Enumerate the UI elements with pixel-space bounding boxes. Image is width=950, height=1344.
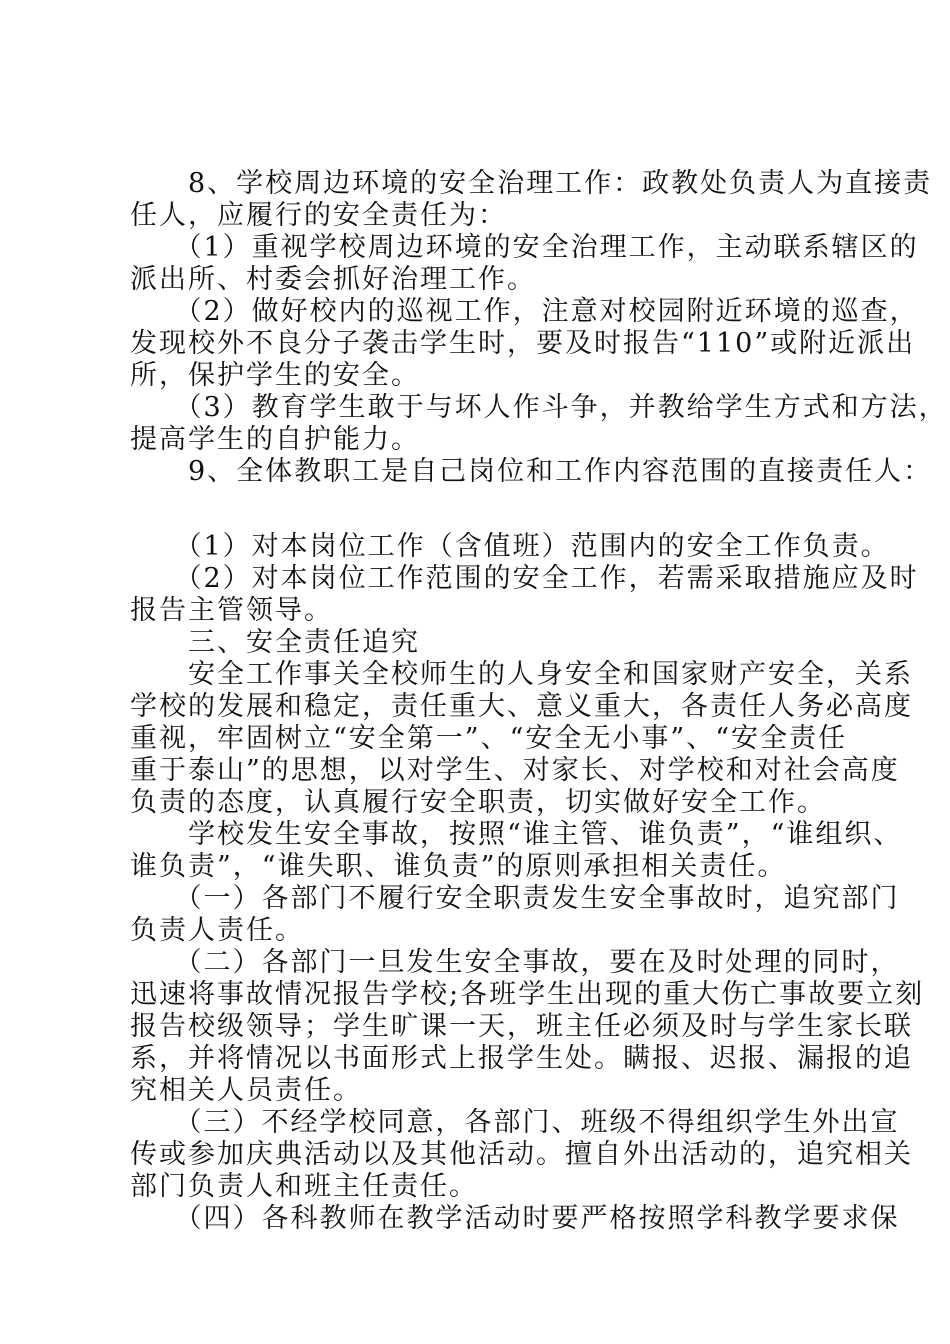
item-9-2-line-2: 报告主管领导。 — [130, 595, 333, 626]
item-9-1-line-1: （1）对本岗位工作（含值班）范围内的安全工作负责。 — [130, 531, 890, 562]
item-8-2-line-1: （2）做好校内的巡视工作，注意对校园附近环境的巡查， — [130, 296, 919, 327]
section-3-para-1-line-3: 重视，牢固树立“安全第一”、“安全无小事”、“安全责任 — [130, 723, 848, 754]
item-c-line-1: （三）不经学校同意，各部门、班级不得组织学生外出宣 — [130, 1107, 900, 1138]
section-3-para-1-line-5: 负责的态度，认真履行安全职责，切实做好安全工作。 — [130, 787, 826, 818]
document-body — [130, 168, 948, 1235]
item-8-3-line-2: 提高学生的自护能力。 — [130, 424, 420, 455]
item-c-line-2: 传或参加庆典活动以及其他活动。擅自外出活动的，追究相关 — [130, 1139, 913, 1170]
item-b-line-4: 系，并将情况以书面形式上报学生处。瞒报、迟报、漏报的追 — [130, 1043, 913, 1074]
section-3-para-2-line-2: 谁负责”，“谁失职、谁负责”的原则承担相关责任。 — [130, 851, 787, 882]
item-9-2-line-1: （2）对本岗位工作范围的安全工作，若需采取措施应及时 — [130, 563, 919, 594]
paragraph-spacer — [130, 488, 840, 531]
item-8-3-line-1: （3）教育学生敢于与坏人作斗争，并教给学生方式和方法， — [130, 392, 948, 423]
item-b-line-2: 迅速将事故情况报告学校;各班学生出现的重大伤亡事故要立刻 — [130, 979, 925, 1010]
item-8-1-line-2: 派出所、村委会抓好治理工作。 — [130, 264, 536, 295]
paragraph-8-line-1: 8、学校周边环境的安全治理工作：政教处负责人为直接责 — [130, 168, 933, 199]
item-c-line-3: 部门负责人和班主任责任。 — [130, 1171, 478, 1202]
item-a-line-1: （一）各部门不履行安全职责发生安全事故时，追究部门 — [130, 883, 900, 914]
item-d-line-1: （四）各科教师在教学活动时要严格按照学科教学要求保 — [130, 1203, 900, 1234]
item-8-2-line-3: 所，保护学生的安全。 — [130, 360, 420, 391]
section-3-para-1-line-1: 安全工作事关全校师生的人身安全和国家财产安全，关系 — [130, 659, 913, 690]
section-3-para-1-line-4: 重于泰山”的思想，以对学生、对家长、对学校和对社会高度 — [130, 755, 900, 786]
section-3-para-1-line-2: 学校的发展和稳定，责任重大、意义重大，各责任人务必高度 — [130, 691, 913, 722]
section-heading-3: 三、安全责任追究 — [130, 627, 420, 658]
item-b-line-3: 报告校级领导；学生旷课一天，班主任必须及时与学生家长联 — [130, 1011, 913, 1042]
paragraph-9-line-1: 9、全体教职工是自己岗位和工作内容范围的直接责任人： — [130, 456, 933, 487]
item-8-1-line-1: （1）重视学校周边环境的安全治理工作，主动联系辖区的 — [130, 232, 919, 263]
paragraph-8-line-2: 任人，应履行的安全责任为： — [130, 200, 507, 231]
item-b-line-1: （二）各部门一旦发生安全事故，要在及时处理的同时， — [130, 947, 900, 978]
item-8-2-line-2: 发现校外不良分子袭击学生时，要及时报告“110”或附近派出 — [130, 328, 916, 359]
section-3-para-2-line-1: 学校发生安全事故，按照“谁主管、谁负责”，“谁组织、 — [130, 819, 903, 850]
item-b-line-5: 究相关人员责任。 — [130, 1075, 362, 1106]
item-a-line-2: 负责人责任。 — [130, 915, 304, 946]
